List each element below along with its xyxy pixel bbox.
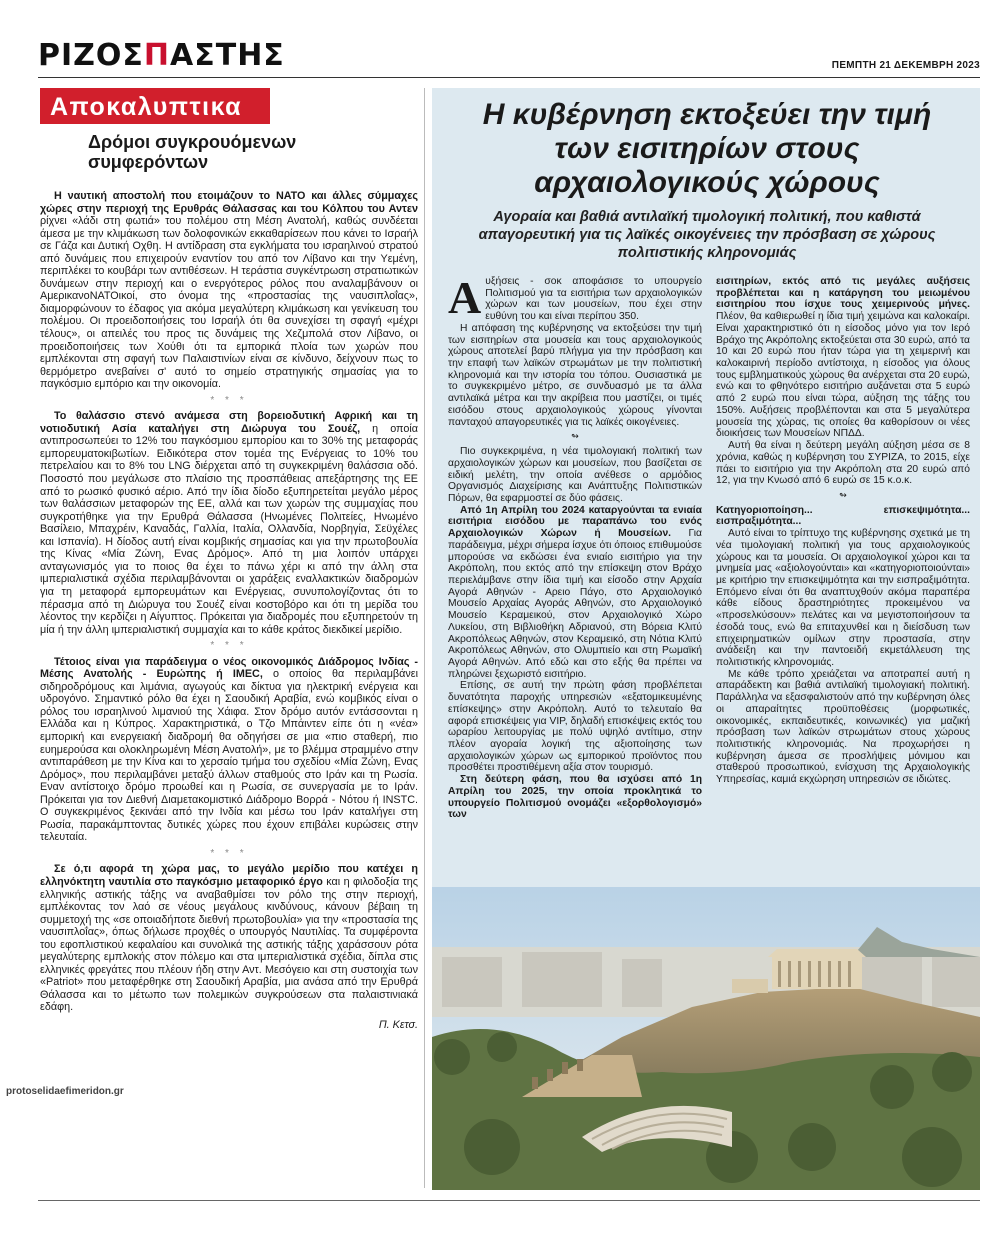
paragraph-text: Με κάθε τρόπο χρειάζεται να αποτραπεί αυτή η απαράδεκτη και βαθιά αντιλαϊκή τιμολογιακή πολιτική. Παράλληλα να εξασφαλιστούν από την κυβέρνηση όλες οι απαραίτητες προϋποθέσεις (μορφωτικές, οικονομικές, εκπαιδευτικές, κοινωνικές) για μαζική πρόσβαση των λαϊκών στρωμάτων στους χώρους πολιτιστικής κληρονομιάς. Να προχωρήσει η κυβέρνηση άμεσα σε προσλήψεις μόνιμου και σταθερού προσωπικού, ενίσχυση της Αρχαιολογικής Υπηρεσίας, καμιά εκχώρηση υπηρεσιών σε ιδιώτες.: [716, 668, 970, 786]
left-headline: Δρόμοι συγκρουόμενων συμφερόντων: [88, 132, 297, 172]
paragraph-lead: Κατηγοριοποίηση... επισκεψιμότητα... εισπραξιμότητα...: [716, 504, 970, 528]
article-paragraph: [716, 669, 970, 786]
logo-symbol: Π: [143, 38, 171, 73]
paragraph-text: Αυτή θα είναι η δεύτερη μεγάλη αύξηση μέσα σε 8 χρόνια, καθώς η κυβέρνηση του ΣΥΡΙΖΑ, το 2015, είχε πάει το εισιτήριο για την Ακρόπολη στα 20 ευρώ από 12, για την Κνωσό από 6 ευρώ σε 15 κ.ο.κ.: [716, 440, 970, 487]
ornament-icon: ↬: [839, 489, 847, 500]
star-separator: * * *: [210, 640, 248, 652]
article-paragraph: [716, 276, 970, 440]
paragraph-text: και η φιλοδοξία της ελληνικής αστικής τάξης να αναβαθμίσει τον ρόλο της στην περιοχή, εμπλέκοντας τον λαό σε νέους μεγάλους κινδύνους, κάνουν βέβαιη τη συμμετοχή της «σε οποιαδήποτε διεθνή πρωτοβουλία» για την «προστασία της ναυσιπλοΐας», όπως δήλωσε προχθές ο υπουργός Ναυτιλίας. Τα συμφέροντα του εφοπλιστικού κεφαλαίου και συνολικά της αστικής τάξης χαράσσουν ρότα μεγαλύτερης εμπλοκής στον πόλεμο και στα ιμπεριαλιστικά σχέδια, δίπλα στις ελληνικές φρεγάτες που πλέουν ήδη στην Αντ. Μεσόγειο και στη συστοιχία των «Patriot» που μεταφέρθηκε στη Σαουδική Αραβία, μια ανάσα από την Ερυθρά Θάλασσα και το μέτωπο των πολεμικών συγκρούσεων στα παλαιστινιακά εδάφη.: [40, 875, 418, 1014]
acropolis-photo-drawing: [432, 887, 980, 1190]
logo-right-text: ΑΣΤΗΣ: [170, 38, 285, 73]
left-paragraph-4: [40, 863, 418, 1014]
section-banner: [40, 88, 270, 124]
article-subtitle: Αγοραία και βαθιά αντιλαϊκή τιμολογική πολιτική, που καθιστά απαγορευτική για τις λαϊκές οικογένειες την πρόσβαση σε χώρους πολιτιστικής κληρονομιάς: [478, 209, 936, 261]
paragraph-text: Επίσης, σε αυτή την πρώτη φάση προβλέπεται δυνατότητα παροχής υπηρεσιών «εξατομικευμένης επίσκεψης» στην Ακρόπολη. Αυτό το τελευταίο θα αφορά επισκέψεις για VIP, δηλαδή επισκέψεις εκτός του ωραρίου λειτουργίας με πολύ υψηλό αντίτιμο, στην πλέον αγοραία λογική της αξιοποίησης των αρχαιολογικών χώρων ως εμπορικού προϊόντος που προσθέτει προστιθέμενη αξία στον τουρισμό.: [448, 680, 702, 774]
column-divider: [424, 88, 425, 1188]
paragraph-text: Πιο συγκεκριμένα, η νέα τιμολογιακή πολιτική των αρχαιολογικών χώρων και μουσείων, που βασίζεται σε ειδική μελέτη, την οποία ανέθεσε ο αρμόδιος Οργανισμός Διαχείρισης και Ανάπτυξης Πολιτιστικών Πόρων, θα εφαρμοστεί σε δύο φάσεις.: [448, 446, 702, 504]
logo-left-text: ΡΙΖΟΣ: [38, 38, 144, 73]
paragraph-lead: εισιτηρίων, εκτός από τις μεγάλες αυξήσεις προβλέπεται και η κατάργηση του μειωμένου εισιτηρίου που ίσχυε τους χειμερινούς μήνες.: [716, 276, 970, 311]
star-separator: * * *: [210, 394, 248, 406]
paragraph-lead: Η ναυτική αποστολή που ετοιμάζουν το ΝΑΤΟ και άλλες σύμμαχες χώρες στην περιοχή της Ερυθράς Θάλασσας και του Κόλπου του Αντεν: [40, 190, 418, 215]
parthenon: [768, 949, 866, 989]
paragraph-text: Αυτό είναι το τρίπτυχο της κυβέρνησης σχετικά με τη νέα τιμολογιακή πολιτική για τους αρχαιολογικούς χώρους και τα μουσεία. Οι αρχαιολογικοί χώροι και τα μνημεία μας «αξιολογούνται» και «κατηγοριοποιούνται» με κριτήριο την επισκεψιμότητα και την εισπραξιμότητα. Επόμενο είναι ότι θα αναπτυχθούν ακόμα παραπέρα κάθε είδους δραστηριότητες προκειμένου να «προσελκύσουν» πελάτες και να μεγιστοποιήσουν τα έσοδά τους, ενώ θα επιταχυνθεί και η διείσδυση των επιχειρηματικών ομίλων στην προστασία, στην ανάδειξη και την παντοειδή εκμετάλλευση της πολιτιστικής κληρονομιάς.: [716, 528, 970, 668]
article-paragraph: [448, 446, 702, 505]
article-paragraph: [448, 272, 702, 323]
paragraph-text: Πλέον, θα καθιερωθεί η ίδια τιμή χειμώνα και καλοκαίρι. Είναι χαρακτηριστικό ότι η είσοδος μόνο για τον Ιερό Βράχο της Ακρόπολης εκτοξεύεται στα 30 ευρώ, από τα 10 και 20 ευρώ που ήταν τώρα για τη χειμερινή και καλοκαιρινή περίοδο αντίστοιχα, η είσοδος για όλους τους εμβληματικούς χώρους θα ανέρχεται στα 20 ευρώ, ενώ και το φθηνότερο εισιτήριο αυξάνεται στα 5 ευρώ από 2 ευρώ που είναι τώρα, αύξηση της τάξης του 150%. Αυξήσεις προβλέπονται και στα 5 μεγαλύτερα μουσεία της χώρας, τις οποίες θα καθορίσουν οι νέες διοικήσεις των Μουσείων ΝΠΔΔ.: [716, 311, 970, 440]
article-paragraph: [448, 680, 702, 774]
ornament-icon: ↬: [571, 431, 579, 442]
article-title: Η κυβέρνηση εκτοξεύει την τιμή των εισιτηρίων στους αρχαιολογικούς χώρους: [482, 98, 932, 199]
bottom-rule: [38, 1200, 980, 1201]
article-paragraph: [716, 440, 970, 487]
article-column-1: [448, 272, 702, 821]
paragraph-text: ρίχνει «λάδι στη φωτιά» του πολέμου στη Μέση Ανατολή, καθώς συνδέεται άμεσα με την κλιμάκωση των δολοφονικών εκκαθαρίσεων που κάνει το Ισραήλ σε Γάζα και Δυτική Οχθη. Η αντίδραση στα εγκλήματα του ισραηλινού στρατού από δυνάμεις που επιχειρούν εναντίον του από τον Λίβανο και την Υεμένη, περιπλέκει το κουβάρι των αντιθέσεων. Η τεράστια συγκέντρωση στρατιωτικών δυνάμεων στην περιοχή και ο ενεργότερος ρόλος που αναλαμβάνουν οι ΑμερικανοΝΑΤΟικοί, στο όνομα της «προστασίας της ναυσιπλοΐας», διαμορφώνουν το έδαφος για ακόμα μεγαλύτερη κλιμάκωση και γενίκευση του πολέμου. Οι προειδοποιήσεις του Ισραήλ ότι θα συνεχίσει τη σφαγή «μέχρι τέλους», οι απειλές του προς τις δυνάμεις της Χεζμπολά στον Λίβανο, οι προειδοποιήσεις των Χούθι ότι τα εμπορικά πλοία των χωρών που εμπλέκονται στη σφαγή των Παλαιστινίων είναι σε κίνδυνο, δείχνουν πως το θερμόμετρο ανεβαίνει σ' αυτό το σημείο στρατηγικής σημασίας για το παγκόσμιο εμπόριο και την οικονομία.: [40, 215, 418, 391]
section-title: Αποκαλυπτικα: [50, 93, 243, 121]
paragraph-lead: Στη δεύτερη φάση, που θα ισχύσει από 1η Απρίλη του 2025, την οποία προκλητικά το υπουργείο Πολιτισμού ονομάζει «εξορθολογισμό» των: [448, 774, 702, 821]
drop-cap: Α: [448, 272, 482, 323]
star-separator: * * *: [210, 847, 248, 859]
left-paragraph-3: [40, 656, 418, 844]
article-subhead: [716, 505, 970, 528]
acropolis-photo: [432, 887, 980, 1190]
article-paragraph: [716, 528, 970, 669]
newspaper-logo: [38, 38, 285, 73]
paragraph-lead: Από 1η Απρίλη του 2024 καταργούνται τα ενιαία εισιτήρια εισόδου με παραπάνω του ενός Αρχαιολογικών Χώρων ή Μουσείων.: [448, 504, 702, 540]
paragraph-text: η οποία αντιπροσωπεύει το 12% του παγκόσμιου εμπορίου και το 30% της μεταφοράς εμπορευματοκιβωτίων. Ειδικότερα στον τομέα της Ενέργειας το 10% του πετρελαίου και το 8% του LNG διέρχεται από τη συγκεκριμένη θαλάσσια οδό. Ποσοστό που μεγάλωσε στο πλαίσιο της προσπάθειας απεξάρτησης της ΕΕ από το ρωσικό φυσικό αέριο. Από την ίδια δίοδο εξυπηρετείται μεγάλο μέρος των θαλάσσιων μεταφορών της ΕΕ, αλλά και των χωρών της συμμαχίας που συγκροτήθηκε για την Ερυθρά Θάλασσα (Ηνωμένες Πολιτείες, Ηνωμένο Βασίλειο, Μπαχρέιν, Καναδάς, Γαλλία, Ιταλία, Ολλανδία, Νορβηγία, Σεϋχέλες και Ισπανία). Η δίοδος αυτή είναι κομβικής σημασίας και για την πρωτοβουλία της Κίνας «Μία Ζώνη, Ενας Δρόμος». Από τη μια λοιπόν υπάρχει ανταγωνισμός για το ποιος θα έχει το πάνω χέρι κι από την άλλη στα ιμπεριαλιστικά σχέδια περιλαμβάνονται οι χαράξεις εναλλακτικών διαδρομών για τη μεταφορά εμπορευμάτων και Ενέργειας, συνυπολογίζοντας ότι το πέρασμα από τη Διώρυγα του Σουέζ είναι κοστοβόρο και ότι τη μερίδα του λέοντος την κερδίζει η Αίγυπτος. Πρόκειται για διαδρομές που εξυπηρετούν τη μία ή την άλλη ιμπεριαλιστική συμμαχία και το κάθε κράτος διεκδικεί μερίδιο.: [40, 422, 418, 636]
issue-date: ΠΕΜΠΤΗ 21 ΔΕΚΕΜΒΡΗ 2023: [831, 60, 980, 71]
watermark-text: protoselidaefimeridon.gr: [6, 1086, 124, 1097]
paragraph-text: ο οποίος θα περιλαμβάνει σιδηροδρόμους και λιμάνια, αγωγούς και δίκτυα για ηλεκτρική ενέργεια και υδρογόνο. Σημαντικό ρόλο θα έχει η Σαουδική Αραβία, ενώ κομβικός είναι ο ρόλος του ισραηλινού λιμανιού της Χάιφα. Στον δρόμο αυτόν εντάσσονται η Ελλάδα και η Κύπρος. Χαρακτηριστικά, ο Τζο Μπάιντεν είπε ότι η «νέα» εμπορική και ενεργειακή διαδρομή θα οδηγήσει σε μια «πιο σταθερή, πιο ευημερούσα και ολοκληρωμένη Μέση Ανατολή», με το βλέμμα στραμμένο στην αντιπαράθεση με την Κίνα και το χερσαίο τμήμα του σχεδίου «Μία Ζώνη, Ενας Δρόμος», που περιλαμβάνει μεταξύ άλλων σταθμούς στο Ιράν και τη Ρωσία. Εναν αντίστοιχο δρόμο προωθεί και η Ρωσία, σε συνεργασία με το Ιράν. Πρόκειται για τον Διεθνή Διαμετακομιστικό Διάδρομο Βορρά - Νότου ή INSTC. Ο συγκεκριμένος ξεκινάει από την Ινδία και μέσω του Ιράν καταλήγει στη Ρωσία, παρακάμπτοντας δυτικές χώρες που έχουν επιβάλει κυρώσεις στην τελευταία.: [40, 668, 418, 844]
paragraph-lead: Σε ό,τι αφορά τη χώρα μας, το μεγάλο μερίδιο που κατέχει η ελληνόκτητη ναυτιλία στο παγκόσμιο μεταφορικό έργο: [40, 863, 418, 888]
article-paragraph: [448, 774, 702, 821]
author-signature: Π. Κετσ.: [378, 1019, 418, 1031]
left-paragraph-1: [40, 190, 418, 391]
article-paragraph: [448, 323, 702, 428]
paragraph-lead: Το θαλάσσιο στενό ανάμεσα στη βορειοδυτική Αφρική και τη νοτιοδυτική Ασία καταλήγει στη Διώρυγα του Σουέζ,: [40, 410, 418, 435]
article-column-2: [716, 276, 970, 786]
masthead: [38, 38, 980, 78]
left-body: [40, 190, 418, 1032]
paragraph-lead: Τέτοιος είναι για παράδειγμα ο νέος οικονομικός Διάδρομος Ινδίας - Μέσης Ανατολής - Ευρώπης ή IMEC,: [40, 655, 418, 681]
article-paragraph: [448, 505, 702, 681]
left-column: [40, 88, 418, 1190]
paragraph-text: Η απόφαση της κυβέρνησης να εκτοξεύσει την τιμή των εισιτηρίων στα μουσεία και τους αρχαιολογικούς χώρους αποτελεί βαρύ πλήγμα για την πρόσβαση και την επαφή των λαϊκών στρωμάτων με την πολιτιστική κληρονομιά και την ιστορία του τόπου. Ουσιαστικά με το συγκεκριμένο μέτρο, σε συνδυασμό με τα άλλα αντιλαϊκά μέτρα και την ακρίβεια που μαστίζει, οι τιμές εισόδου στους αρχαιολογικούς χώρους γίνονται πανταχού απαγορευτικές για τις λαϊκές οικογένειες.: [448, 322, 702, 428]
left-paragraph-2: [40, 410, 418, 636]
paragraph-text: Για παράδειγμα, μέχρι σήμερα ίσχυε ότι όποιος επιθυμούσε μπορούσε να εκδώσει ένα ενιαίο εισιτήριο για την Ακρόπολη, που εκτός από την επίσκεψη στον Βράχο περιελάμβανε στην ίδια τιμή και είσοδο στην Αρχαία Αγορά Αθηνών - Αρειο Πάγο, στο Αρχαιολογικό Μουσείο Αρχαίας Αγοράς Αθηνών, στο Αρχαιολογικό Μουσείο Κεραμεικού, στον Αρχαιολογικό Χώρο Λυκείου, στη Βιβλιοθήκη Αδριανού, στη Βόρεια Κλιτύ Ακροπόλεως Αθηνών, στον Κεραμεικό, στη Νότια Κλιτύ Ακροπόλεως Αθηνών, στο Ολυμπιείο και στη Ρωμαϊκή Αγορά Αθηνών. Από εδώ και στο εξής θα πρέπει να πληρώνει ξεχωριστό εισιτήριο.: [448, 528, 702, 680]
top-rule: [38, 77, 980, 78]
paragraph-text: υξήσεις - σοκ αποφάσισε το υπουργείο Πολιτισμού για τα εισιτήρια των αρχαιολογικών χώρων και των μουσείων, που έχει στην ευθύνη του και είναι περίπου 350.: [485, 276, 702, 323]
main-article: [432, 88, 980, 1190]
